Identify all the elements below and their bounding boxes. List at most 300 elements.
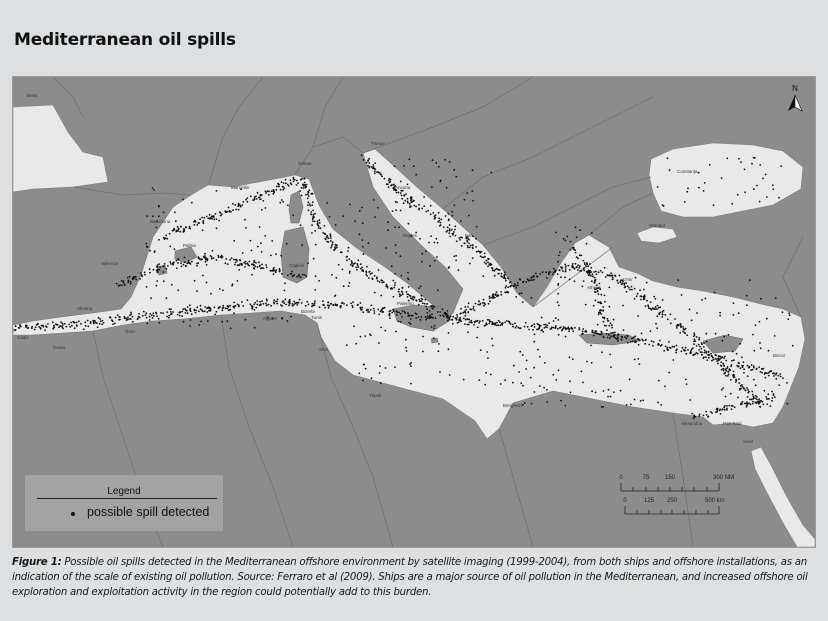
spill-dot — [319, 306, 321, 308]
spill-dot — [780, 376, 782, 378]
scale-km-tick: 250 — [666, 498, 678, 504]
spill-dot — [231, 257, 233, 259]
spill-dot — [393, 287, 395, 289]
spill-dot — [650, 330, 652, 332]
spill-dot — [187, 306, 189, 308]
spill-dot — [432, 317, 434, 319]
spill-dot — [559, 251, 561, 253]
spill-dot — [503, 274, 505, 276]
spill-dot — [740, 385, 742, 387]
spill-dot — [484, 325, 486, 327]
spill-dot — [544, 362, 546, 364]
spill-dot — [433, 327, 435, 329]
spill-dot — [686, 191, 688, 193]
spill-dot — [533, 323, 535, 325]
spill-dot — [466, 239, 468, 241]
spill-dot — [36, 324, 38, 326]
spill-dot — [356, 269, 358, 271]
spill-dot — [60, 321, 62, 323]
spill-dot — [472, 169, 474, 171]
spill-dot — [762, 404, 764, 406]
spill-dot — [401, 195, 403, 197]
spill-dot — [227, 211, 229, 213]
spill-dot — [635, 341, 637, 343]
spill-dot — [615, 275, 617, 277]
spill-dot — [111, 319, 113, 321]
spill-dot — [522, 301, 524, 303]
spill-dot — [20, 326, 22, 328]
spill-dot — [142, 315, 144, 317]
spill-dot — [752, 398, 754, 400]
spill-dot — [358, 373, 360, 375]
spill-dot — [595, 330, 597, 332]
spill-dot — [317, 220, 319, 222]
spill-dot — [247, 299, 249, 301]
spill-dot — [762, 368, 764, 370]
spill-dot — [329, 233, 331, 235]
spill-dot — [691, 319, 693, 321]
spill-dot — [128, 280, 130, 282]
spill-dot — [270, 255, 272, 257]
spill-dot — [444, 312, 446, 314]
spill-dot — [667, 349, 669, 351]
place-label: Athens — [587, 285, 602, 290]
spill-dot — [719, 410, 721, 412]
spill-dot — [190, 319, 192, 321]
spill-dot — [392, 210, 394, 212]
spill-dot — [772, 184, 774, 186]
spill-dot — [505, 280, 507, 282]
spill-dot — [290, 179, 292, 181]
spill-dot — [289, 299, 291, 301]
map[interactable] — [12, 76, 816, 548]
spill-dot — [379, 281, 381, 283]
spill-dot — [454, 204, 456, 206]
spill-dot — [306, 184, 308, 186]
spill-dot — [752, 403, 754, 405]
spill-dot — [419, 238, 421, 240]
spill-dot — [166, 238, 168, 240]
spill-dot — [772, 397, 774, 399]
spill-dot — [699, 414, 701, 416]
spill-dot — [261, 251, 263, 253]
spill-dot — [301, 244, 303, 246]
spill-dot — [631, 289, 633, 291]
spill-dot — [299, 190, 301, 192]
spill-dot — [328, 307, 330, 309]
spill-dot — [787, 403, 789, 405]
spill-dot — [643, 299, 645, 301]
spill-dot — [214, 314, 216, 316]
spill-dot — [292, 215, 294, 217]
spill-dot — [275, 269, 277, 271]
spill-dot — [400, 181, 402, 183]
spill-dot — [425, 211, 427, 213]
spill-dot — [557, 328, 559, 330]
spill-dot — [343, 285, 345, 287]
spill-dot — [398, 227, 400, 229]
spill-dot — [564, 264, 566, 266]
spill-dot — [493, 323, 495, 325]
spill-dot — [557, 301, 559, 303]
spill-dot — [698, 344, 700, 346]
spill-dot — [471, 190, 473, 192]
spill-dot — [179, 231, 181, 233]
spill-dot — [240, 206, 242, 208]
spill-dot — [735, 380, 737, 382]
spill-dot — [405, 312, 407, 314]
spill-dot — [171, 313, 173, 315]
spill-dot — [444, 159, 446, 161]
spill-dot — [677, 325, 679, 327]
spill-dot — [755, 402, 757, 404]
spill-dot — [149, 272, 151, 274]
spill-dot — [519, 351, 521, 353]
spill-dot — [324, 225, 326, 227]
spill-dot — [619, 275, 621, 277]
spill-dot — [191, 202, 193, 204]
spill-dot — [533, 275, 535, 277]
spill-dot — [226, 308, 228, 310]
spill-dot — [153, 269, 155, 271]
spill-dot — [149, 316, 151, 318]
spill-dot — [542, 331, 544, 333]
spill-dot — [472, 200, 474, 202]
spill-dot — [94, 320, 96, 322]
spill-dot — [586, 263, 588, 265]
spill-dot — [421, 295, 423, 297]
spill-dot — [662, 314, 664, 316]
spill-dot — [405, 339, 407, 341]
spill-dot — [661, 344, 663, 346]
spill-dot — [555, 379, 557, 381]
place-label: Naples — [403, 233, 418, 238]
spill-dot — [152, 215, 154, 217]
spill-dot — [259, 301, 261, 303]
spill-dot — [723, 357, 725, 359]
spill-dot — [708, 357, 710, 359]
spill-dot — [216, 190, 218, 192]
spill-dot — [545, 324, 547, 326]
spill-dot — [527, 326, 529, 328]
spill-dot — [323, 304, 325, 306]
spill-dot — [435, 317, 437, 319]
spill-dot — [598, 293, 600, 295]
spill-dot — [772, 188, 774, 190]
spill-dot — [685, 353, 687, 355]
spill-dot — [374, 216, 376, 218]
spill-dot — [53, 326, 55, 328]
spill-dot — [711, 360, 713, 362]
spill-dot — [296, 184, 298, 186]
spill-dot — [260, 194, 262, 196]
spill-dot — [256, 198, 258, 200]
spill-dot — [304, 177, 306, 179]
spill-dot — [312, 193, 314, 195]
spill-dot — [453, 231, 455, 233]
spill-dot — [153, 315, 155, 317]
spill-dot — [183, 229, 185, 231]
place-label: Alexandria — [681, 421, 703, 426]
spill-dot — [193, 309, 195, 311]
spill-dot — [257, 192, 259, 194]
spill-dot — [438, 166, 440, 168]
spill-dot — [467, 331, 469, 333]
spill-dot — [621, 336, 623, 338]
spill-dot — [686, 383, 688, 385]
spill-dot — [368, 277, 370, 279]
spill-dot — [376, 171, 378, 173]
spill-dot — [484, 302, 486, 304]
spill-dot — [575, 252, 577, 254]
spill-dot — [610, 272, 612, 274]
spill-dot — [609, 337, 611, 339]
spill-dot — [638, 344, 640, 346]
spill-dot — [370, 273, 372, 275]
place-label: Ceuta — [53, 345, 66, 350]
legend-divider — [37, 498, 217, 499]
spill-dot — [723, 336, 725, 338]
place-label: Sfax — [319, 347, 329, 352]
spill-dot — [524, 402, 526, 404]
spill-dot — [425, 316, 427, 318]
spill-dot — [768, 398, 770, 400]
spill-dot — [685, 347, 687, 349]
spill-dot — [430, 205, 432, 207]
spill-dot — [598, 314, 600, 316]
spill-dot — [158, 318, 160, 320]
spill-dot — [490, 297, 492, 299]
spill-dot — [538, 328, 540, 330]
spill-dot — [243, 262, 245, 264]
spill-dot — [400, 255, 402, 257]
spill-dot — [196, 265, 198, 267]
spill-dot — [187, 312, 189, 314]
spill-dot — [526, 360, 528, 362]
spill-dot — [662, 299, 664, 301]
spill-dot — [398, 288, 400, 290]
spill-dot — [130, 281, 132, 283]
spill-dot — [594, 280, 596, 282]
scale-nm-tick: 300 NM — [713, 475, 735, 481]
spill-dot — [701, 342, 703, 344]
spill-dot — [682, 326, 684, 328]
spill-dot — [400, 294, 402, 296]
spill-dot — [260, 303, 262, 305]
spill-dot — [765, 396, 767, 398]
spill-dot — [456, 319, 458, 321]
spill-dot — [311, 305, 313, 307]
spill-dot — [301, 187, 303, 189]
spill-dot — [364, 335, 366, 337]
spill-dot — [631, 286, 633, 288]
spill-dot — [481, 256, 483, 258]
spill-dot — [505, 285, 507, 287]
spill-dot — [239, 260, 241, 262]
spill-dot — [516, 325, 518, 327]
spill-dot — [687, 187, 689, 189]
spill-dot — [216, 227, 218, 229]
spill-dot — [383, 281, 385, 283]
spill-dot — [200, 321, 202, 323]
spill-dot — [341, 252, 343, 254]
spill-dot — [432, 308, 434, 310]
spill-dot — [152, 317, 154, 319]
spill-dot — [381, 282, 383, 284]
spill-dot — [439, 315, 441, 317]
place-label: Trieste — [371, 141, 385, 146]
spill-dot — [448, 348, 450, 350]
spill-dot — [312, 303, 314, 305]
spill-dot — [167, 265, 169, 267]
spill-dot — [621, 283, 623, 285]
spill-dot — [449, 236, 451, 238]
spill-dot — [566, 236, 568, 238]
spill-dot — [320, 227, 322, 229]
spill-dot — [753, 157, 755, 159]
spill-dot — [348, 247, 350, 249]
spill-dot — [371, 377, 373, 379]
spill-dot — [612, 332, 614, 334]
spill-dot — [332, 243, 334, 245]
spill-dot — [470, 322, 472, 324]
spill-dot — [342, 215, 344, 217]
spill-dot — [328, 301, 330, 303]
spill-dot — [669, 169, 671, 171]
spill-dot — [496, 322, 498, 324]
place-label: Algiers — [263, 316, 277, 321]
spill-dot — [429, 265, 431, 267]
spill-dot — [684, 332, 686, 334]
spill-dot — [119, 316, 121, 318]
spill-dot — [761, 372, 763, 374]
spill-dot — [291, 271, 293, 273]
spill-dot — [664, 385, 666, 387]
spill-dot — [696, 345, 698, 347]
spill-dot — [314, 213, 316, 215]
spill-dot — [458, 321, 460, 323]
spill-dot — [633, 337, 635, 339]
spill-dot — [550, 328, 552, 330]
spill-dot — [480, 255, 482, 257]
spill-dot-icon — [71, 512, 75, 516]
spill-dot — [420, 319, 422, 321]
spill-dot — [137, 318, 139, 320]
spill-dot — [430, 316, 432, 318]
spill-dot — [268, 191, 270, 193]
spill-dot — [775, 378, 777, 380]
spill-dot — [158, 263, 160, 265]
spill-dot — [656, 327, 658, 329]
spill-dot — [287, 205, 289, 207]
spill-dot — [645, 339, 647, 341]
spill-dot — [584, 264, 586, 266]
spill-dot — [743, 388, 745, 390]
spill-dot — [454, 229, 456, 231]
spill-dot — [354, 220, 356, 222]
spill-dot — [74, 322, 76, 324]
spill-dot — [130, 283, 132, 285]
spill-dot — [451, 211, 453, 213]
spill-dot — [670, 314, 672, 316]
spill-dot — [752, 394, 754, 396]
spill-dot — [282, 301, 284, 303]
spill-dot — [460, 312, 462, 314]
spill-dot — [533, 367, 535, 369]
spill-dot — [408, 158, 410, 160]
spill-dot — [725, 375, 727, 377]
spill-dot — [44, 329, 46, 331]
spill-dot — [694, 339, 696, 341]
spill-dot — [774, 396, 776, 398]
spill-dot — [487, 262, 489, 264]
spill-dot — [681, 350, 683, 352]
spill-dot — [410, 201, 412, 203]
spill-dot — [476, 337, 478, 339]
spill-dot — [157, 272, 159, 274]
spill-dot — [636, 295, 638, 297]
spill-dot — [582, 331, 584, 333]
spill-dot — [206, 307, 208, 309]
spill-dot — [498, 324, 500, 326]
spill-dot — [753, 188, 755, 190]
spill-dot — [132, 279, 134, 281]
spill-dot — [385, 247, 387, 249]
spill-dot — [438, 350, 440, 352]
spill-dot — [357, 266, 359, 268]
spill-dot — [114, 323, 116, 325]
spill-dot — [70, 322, 72, 324]
spill-dot — [145, 312, 147, 314]
spill-dot — [411, 198, 413, 200]
spill-dot — [159, 322, 161, 324]
spill-dot — [282, 189, 284, 191]
spill-dot — [725, 360, 727, 362]
spill-dot — [608, 287, 610, 289]
spill-dot — [637, 358, 639, 360]
spill-dot — [716, 360, 718, 362]
spill-dot — [322, 300, 324, 302]
spill-dot — [301, 195, 303, 197]
spill-dot — [166, 311, 168, 313]
spill-dot — [503, 277, 505, 279]
spill-dot — [508, 321, 510, 323]
spill-dot — [583, 270, 585, 272]
spill-dot — [204, 310, 206, 312]
spill-dot — [721, 177, 723, 179]
spill-dot — [378, 172, 380, 174]
spill-dot — [69, 326, 71, 328]
spill-dot — [329, 216, 331, 218]
spill-dot — [275, 253, 277, 255]
spill-dot — [721, 409, 723, 411]
place-label: Suez — [743, 439, 754, 444]
spill-dot — [565, 269, 567, 271]
spill-dot — [504, 292, 506, 294]
spill-dot — [487, 357, 489, 359]
spill-dot — [676, 345, 678, 347]
spill-dot — [577, 264, 579, 266]
spill-dot — [408, 223, 410, 225]
spill-dot — [593, 332, 595, 334]
spill-dot — [307, 193, 309, 195]
spill-dot — [330, 303, 332, 305]
spill-dot — [365, 271, 367, 273]
spill-dot — [408, 286, 410, 288]
spill-dot — [377, 207, 379, 209]
spill-dot — [415, 174, 417, 176]
spill-dot — [584, 331, 586, 333]
